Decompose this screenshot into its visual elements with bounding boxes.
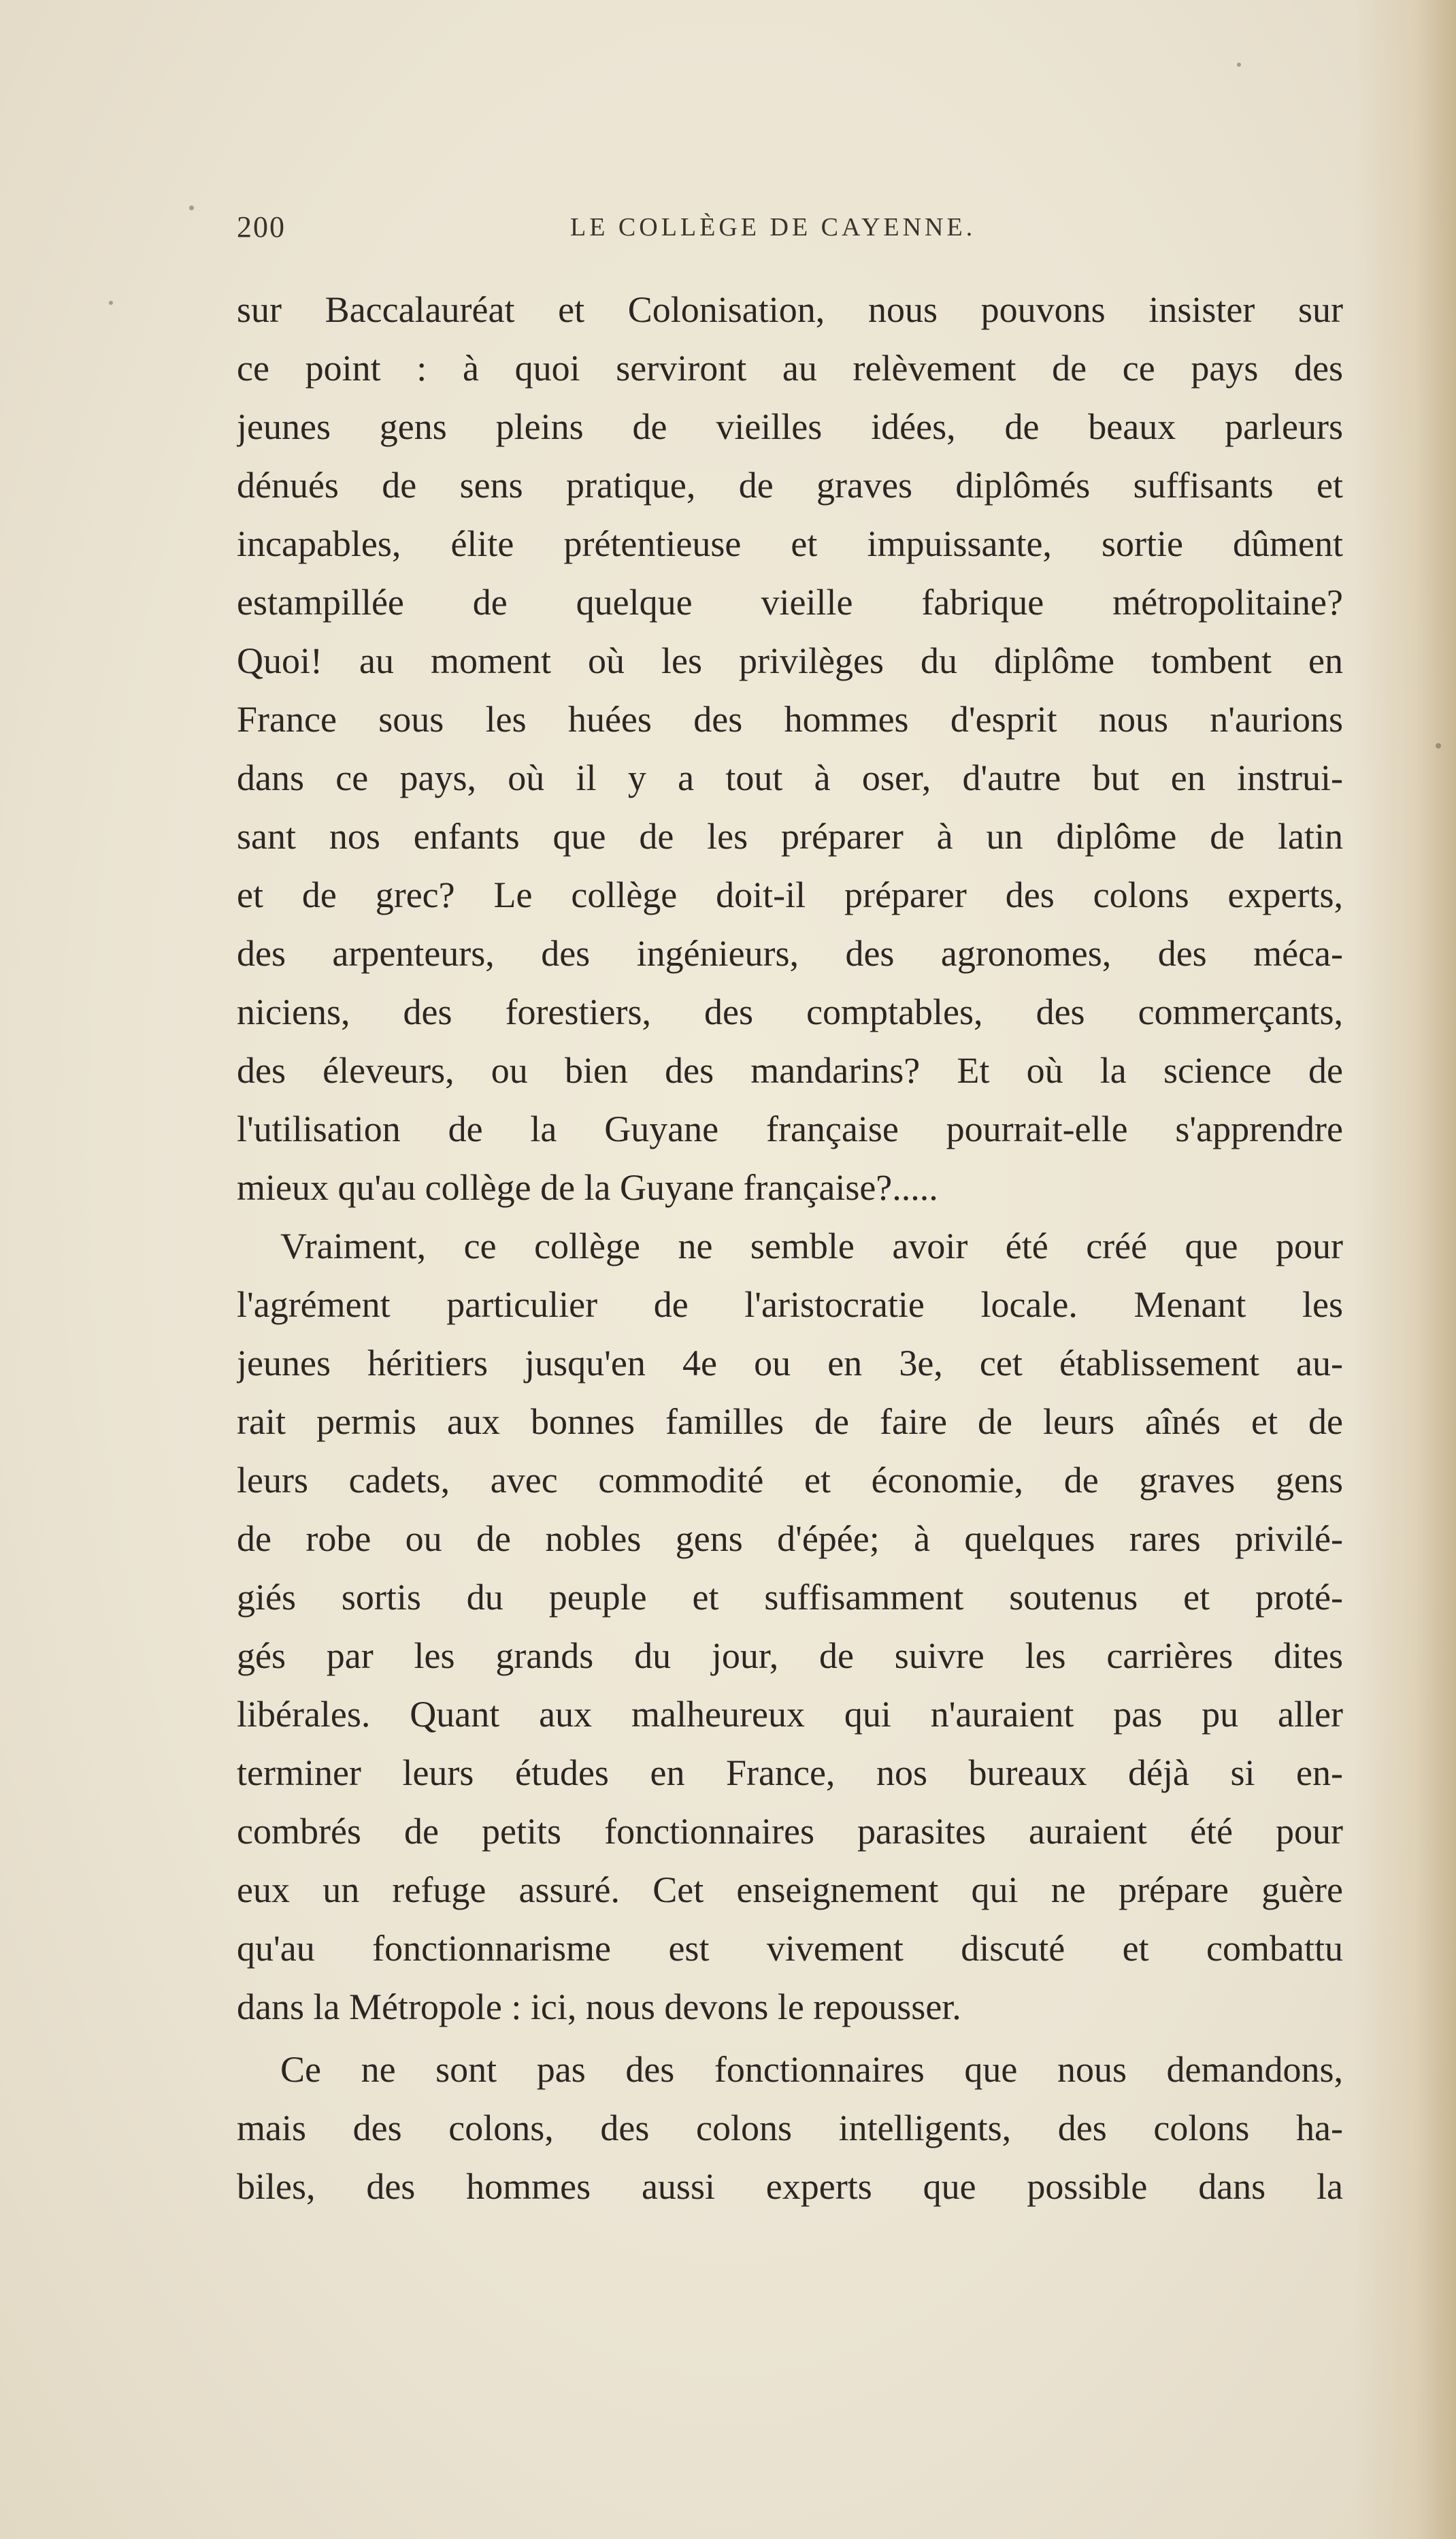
text-line: giés sortis du peuple et suffisamment soutenus et proté-	[237, 1577, 1343, 1618]
text-line: libérales. Quant aux malheureux qui n'auraient pas pu aller	[237, 1694, 1343, 1735]
text-line: rait permis aux bonnes familles de faire de leurs aînés et de	[237, 1401, 1343, 1442]
text-line: dans la Métropole : ici, nous devons le repousser.	[237, 1986, 961, 2027]
text-line: l'utilisation de la Guyane française pourrait-elle s'apprendre	[237, 1109, 1343, 1149]
text-line: sur Baccalauréat et Colonisation, nous pouvons insister sur	[237, 289, 1343, 330]
text-line: qu'au fonctionnarisme est vivement discuté et combattu	[237, 1928, 1343, 1969]
page-edge-stain	[1354, 0, 1456, 2539]
text-line: mieux qu'au collège de la Guyane française?.....	[237, 1167, 938, 1208]
text-line: dénués de sens pratique, de graves diplômés suffisants et	[237, 465, 1343, 506]
page-header	[237, 210, 1359, 250]
text-line: jeunes gens pleins de vieilles idées, de beaux parleurs	[237, 406, 1343, 447]
text-line: Quoi! au moment où les privilèges du diplôme tombent en	[237, 640, 1343, 681]
text-line: des éleveurs, ou bien des mandarins? Et où la science de	[237, 1050, 1343, 1091]
text-line: incapables, élite prétentieuse et impuissante, sortie dûment	[237, 523, 1343, 564]
paragraph-start-line: Vraiment, ce collège ne semble avoir été créé que pour	[280, 1226, 1343, 1266]
text-line: estampillée de quelque vieille fabrique métropolitaine?	[237, 582, 1343, 623]
paragraph-start-line: Ce ne sont pas des fonctionnaires que nous demandons,	[280, 2049, 1343, 2090]
text-line: gés par les grands du jour, de suivre les carrières dites	[237, 1635, 1343, 1676]
text-line: dans ce pays, où il y a tout à oser, d'autre but en instrui-	[237, 757, 1343, 798]
text-line: leurs cadets, avec commodité et économie, de graves gens	[237, 1460, 1343, 1501]
ink-speck	[1237, 63, 1241, 67]
ink-speck	[189, 206, 194, 210]
text-line: et de grec? Le collège doit-il préparer des colons experts,	[237, 874, 1343, 915]
body-text	[237, 280, 1343, 2216]
text-line: sant nos enfants que de les préparer à un diplôme de latin	[237, 816, 1343, 857]
text-line: de robe ou de nobles gens d'épée; à quelques rares privilé-	[237, 1518, 1343, 1559]
text-line: terminer leurs études en France, nos bureaux déjà si en-	[237, 1752, 1343, 1793]
text-line: niciens, des forestiers, des comptables, des commerçants,	[237, 992, 1343, 1032]
ink-speck	[1436, 743, 1441, 749]
text-line: eux un refuge assuré. Cet enseignement qui ne prépare guère	[237, 1869, 1343, 1910]
text-line: France sous les huées des hommes d'esprit nous n'aurions	[237, 699, 1343, 740]
text-line: mais des colons, des colons intelligents, des colons ha-	[237, 2108, 1343, 2148]
text-line: des arpenteurs, des ingénieurs, des agronomes, des méca-	[237, 933, 1343, 974]
running-title: LE COLLÈGE DE CAYENNE.	[570, 213, 976, 242]
text-line: ce point : à quoi serviront au relèvement de ce pays des	[237, 348, 1343, 389]
ink-speck	[109, 301, 113, 305]
text-line: combrés de petits fonctionnaires parasites auraient été pour	[237, 1811, 1343, 1852]
text-line: biles, des hommes aussi experts que possible dans la	[237, 2166, 1343, 2207]
text-line: jeunes héritiers jusqu'en 4e ou en 3e, cet établissement au-	[237, 1343, 1343, 1383]
page-number: 200	[237, 210, 286, 244]
text-line: l'agrément particulier de l'aristocratie locale. Menant les	[237, 1284, 1343, 1325]
